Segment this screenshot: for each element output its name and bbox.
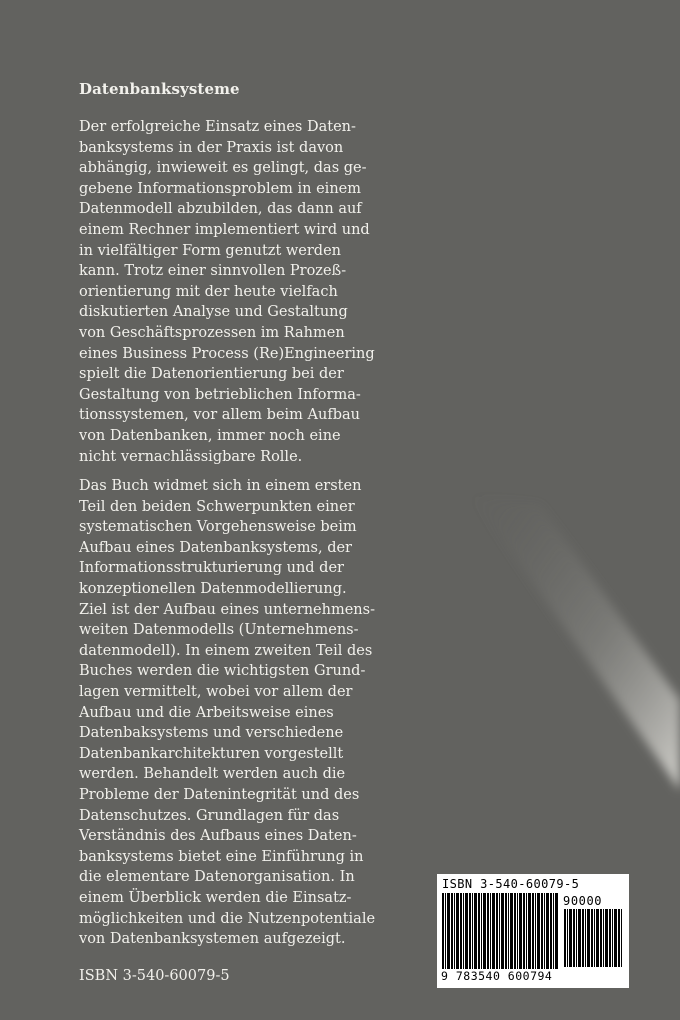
barcode-bar <box>514 893 516 969</box>
barcode-bar <box>569 909 572 967</box>
barcode-bar <box>492 893 495 969</box>
text-line: Buches werden die wichtigsten Grund- <box>79 663 366 680</box>
barcode-bar <box>591 909 593 967</box>
barcode-bar <box>582 909 584 967</box>
text-line: tionssystemen, vor allem beim Aufbau <box>79 407 360 424</box>
barcode-bar <box>600 909 602 967</box>
barcode-bar <box>456 893 459 969</box>
barcode-bar <box>576 909 577 967</box>
barcode-bar <box>463 893 464 969</box>
barcode-bar <box>544 893 545 969</box>
barcode-bar <box>612 909 613 967</box>
barcode-bar <box>553 893 554 969</box>
barcode-label <box>437 874 629 988</box>
barcode-bar <box>555 893 558 969</box>
book-title: Datenbanksysteme <box>79 80 240 98</box>
barcode-bar <box>483 893 486 969</box>
text-line: die elementare Datenorganisation. In <box>79 869 355 886</box>
barcode-bar <box>596 909 599 967</box>
text-line: diskutierten Analyse und Gestaltung <box>79 304 348 321</box>
blurb-paragraph-2 <box>79 476 379 950</box>
addon-barcode <box>563 909 625 967</box>
text-line: möglichkeiten und die Nutzenpotentiale <box>79 910 376 927</box>
text-line: werden. Behandelt werden auch die <box>79 766 346 783</box>
barcode-bar <box>618 909 620 967</box>
barcode-bar <box>508 893 509 969</box>
barcode-bar <box>532 893 534 969</box>
barcode-bar <box>481 893 482 969</box>
barcode-bar <box>573 909 575 967</box>
text-line: systematischen Vorgehensweise beim <box>79 519 357 536</box>
text-line: abhängig, inwieweit es gelingt, das ge- <box>79 160 367 177</box>
barcode-bar <box>537 893 540 969</box>
text-line: von Datenbanken, immer noch eine <box>79 427 341 444</box>
text-line: Gestaltung von betrieblichen Informa- <box>79 386 361 403</box>
text-line: nicht vernachlässigbare Rolle. <box>79 448 303 465</box>
text-line: banksystems in der Praxis ist davon <box>79 139 344 156</box>
text-line: spielt die Datenorientierung bei der <box>79 366 344 383</box>
barcode-bar <box>523 893 525 969</box>
text-line: Datenbankarchitekturen vorgestellt <box>79 745 344 762</box>
text-line: Informationsstrukturierung und der <box>79 560 344 577</box>
barcode-isbn-line: ISBN 3-540-60079-5 <box>442 877 580 891</box>
barcode-bar <box>594 909 595 967</box>
text-line: datenmodell). In einem zweiten Teil des <box>79 642 373 659</box>
barcode-bar <box>546 893 549 969</box>
barcode-bar <box>499 893 500 969</box>
text-line: Probleme der Datenintegrität und des <box>79 787 360 803</box>
text-line: Datenmodell abzubilden, das dann auf <box>79 201 362 218</box>
text-line: Das Buch widmet sich in einem ersten <box>79 478 362 495</box>
barcode-bar <box>578 909 581 967</box>
text-line: orientierung mit der heute vielfach <box>79 283 338 300</box>
text-line: Aufbau und die Arbeitsweise eines <box>79 704 334 721</box>
barcode-ean-digits: 9 783540 600794 <box>441 969 553 983</box>
ean-barcode <box>441 893 559 969</box>
text-line: Datenschutzes. Grundlagen für das <box>79 807 340 824</box>
barcode-bar <box>528 893 531 969</box>
barcode-bar <box>501 893 504 969</box>
text-line: konzeptionellen Datenmodellierung. <box>79 581 347 598</box>
barcode-bar <box>490 893 491 969</box>
text-line: von Geschäftsprozessen im Rahmen <box>79 324 345 341</box>
text-line: in vielfältiger Form genutzt werden <box>79 242 342 259</box>
barcode-bar <box>587 909 590 967</box>
text-line: einem Überblick werden die Einsatz- <box>79 889 352 906</box>
barcode-bar <box>487 893 489 969</box>
barcode-bar <box>447 893 450 969</box>
barcode-bar <box>478 893 480 969</box>
barcode-bar <box>621 909 622 967</box>
barcode-bar <box>519 893 522 969</box>
text-line: gebene Informationsproblem in einem <box>79 180 361 197</box>
barcode-bar <box>585 909 586 967</box>
text-line: lagen vermittelt, wobei vor allem der <box>79 684 353 701</box>
text-line: weiten Datenmodells (Unternehmens- <box>79 622 359 639</box>
barcode-bar <box>564 909 566 967</box>
text-line: Teil den beiden Schwerpunkten einer <box>79 498 355 515</box>
barcode-bar <box>614 909 617 967</box>
barcode-addon-digits: 90000 <box>563 894 603 908</box>
text-line: von Datenbanksystemen aufgezeigt. <box>79 931 346 948</box>
isbn-text: ISBN 3-540-60079-5 <box>79 968 230 984</box>
text-line: Verständnis des Aufbaus eines Daten- <box>79 828 357 845</box>
barcode-bar <box>535 893 536 969</box>
text-line: Ziel ist der Aufbau eines unternehmens- <box>79 601 375 618</box>
barcode-bar <box>454 893 455 969</box>
blurb-text <box>79 117 379 959</box>
text-line: Aufbau eines Datenbanksystems, der <box>79 539 352 556</box>
barcode-bar <box>442 893 444 969</box>
barcode-bar <box>609 909 611 967</box>
barcode-bar <box>505 893 507 969</box>
barcode-bar <box>469 893 471 969</box>
text-line: banksystems bietet eine Einführung in <box>79 848 364 865</box>
barcode-bar <box>567 909 568 967</box>
text-line: kann. Trotz einer sinnvollen Prozeß- <box>79 263 347 280</box>
barcode-bar <box>605 909 608 967</box>
text-line: eines Business Process (Re)Engineering <box>79 345 375 362</box>
text-line: Der erfolgreiche Einsatz eines Daten- <box>79 119 356 135</box>
text-line: einem Rechner implementiert wird und <box>79 221 370 238</box>
barcode-bar <box>510 893 513 969</box>
barcode-bar <box>550 893 552 969</box>
barcode-bar <box>460 893 462 969</box>
barcode-bar <box>603 909 604 967</box>
barcode-bar <box>465 893 468 969</box>
blurb-paragraph-1 <box>79 117 379 467</box>
barcode-bar <box>474 893 477 969</box>
barcode-bar <box>517 893 518 969</box>
barcode-bar <box>526 893 527 969</box>
barcode-bar <box>451 893 453 969</box>
barcode-bar <box>445 893 446 969</box>
barcode-bar <box>541 893 543 969</box>
barcode-bar <box>496 893 498 969</box>
text-line: Datenbaksystems und verschiedene <box>79 725 344 742</box>
barcode-bar <box>472 893 473 969</box>
